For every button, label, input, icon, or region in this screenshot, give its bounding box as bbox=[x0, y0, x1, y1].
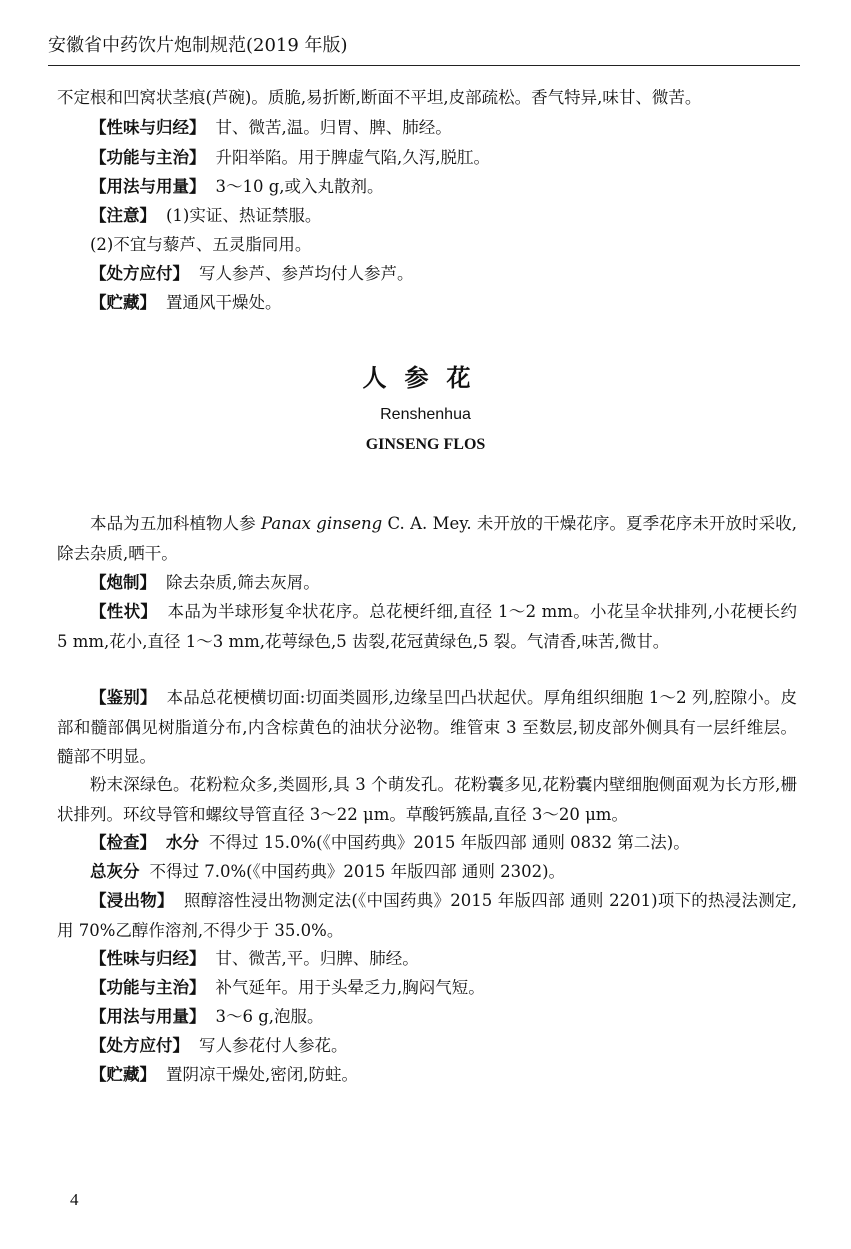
storage-para: 【贮藏】 置阴凉干燥处,密闭,防蛀。 bbox=[90, 1065, 358, 1084]
description-para: 【性状】 本品为半球形复伞状花序。总花梗纤细,直径 1～2 mm。小花呈伞状排列,小花梗长约 5 mm,花小,直径 1～3 mm,花萼绿色,5 齿裂,花冠黄绿色,5 裂。气清香,味苦,微甘。 bbox=[57, 602, 797, 651]
section-tag: 【浸出物】 bbox=[90, 891, 174, 910]
section-tag: 【贮藏】 bbox=[90, 1065, 156, 1084]
monograph-title: 人参花 bbox=[362, 364, 489, 392]
section-tag: 【炮制】 bbox=[90, 573, 156, 592]
nature-para: 【性味与归经】 甘、微苦,平。归脾、肺经。 bbox=[90, 949, 419, 968]
running-header: 安徽省中药饮片炮制规范(2019 年版) bbox=[48, 35, 348, 56]
intro-paragraph: 本品为五加科植物人参 Panax ginseng C. A. Mey. 未开放的干燥花序。夏季花序未开放时采收,除去杂质,晒干。 bbox=[57, 514, 797, 563]
page-number: 4 bbox=[70, 1190, 79, 1209]
section-tag: 【贮藏】 bbox=[90, 293, 156, 312]
section-tag: 【用法与用量】 bbox=[90, 1007, 206, 1026]
continuation-function-para: 【功能与主治】 升阳举陷。用于脾虚气陷,久泻,脱肛。 bbox=[90, 148, 490, 167]
function-para: 【功能与主治】 补气延年。用于头晕乏力,胸闷气短。 bbox=[90, 978, 485, 997]
section-tag: 【用法与用量】 bbox=[90, 177, 206, 196]
section-tag: 【性味与归经】 bbox=[90, 118, 206, 137]
section-tag: 【性状】 bbox=[90, 602, 158, 621]
continuation-prescription-para: 【处方应付】 写人参芦、参芦均付人参芦。 bbox=[90, 264, 414, 283]
section-tag: 【处方应付】 bbox=[90, 264, 189, 283]
header-divider bbox=[48, 65, 800, 66]
inspection-para: 【检查】 水分 不得过 15.0%(《中国药典》2015 年版四部 通则 0832 第二法)。 bbox=[90, 833, 690, 852]
section-tag: 【性味与归经】 bbox=[90, 949, 206, 968]
continuation-text: 不定根和凹窝状茎痕(芦碗)。质脆,易折断,断面不平坦,皮部疏松。香气特异,味甘、微苦。 bbox=[57, 88, 702, 107]
continuation-caution-para: 【注意】 (1)实证、热证禁服。 bbox=[90, 206, 322, 225]
prescription-para: 【处方应付】 写人参花付人参花。 bbox=[90, 1036, 348, 1055]
monograph-pinyin: Renshenhua bbox=[380, 406, 471, 423]
processing-para: 【炮制】 除去杂质,筛去灰屑。 bbox=[90, 573, 320, 592]
ash-para: 总灰分 不得过 7.0%(《中国药典》2015 年版四部 通则 2302)。 bbox=[90, 862, 566, 881]
extract-para: 【浸出物】 照醇溶性浸出物测定法(《中国药典》2015 年版四部 通则 2201)项下的热浸法测定,用 70%乙醇作溶剂,不得少于 35.0%。 bbox=[57, 891, 798, 940]
continuation-storage-para: 【贮藏】 置通风干燥处。 bbox=[90, 293, 282, 312]
subsection-label: 总灰分 bbox=[90, 862, 140, 881]
section-tag: 【注意】 bbox=[90, 206, 156, 225]
section-tag: 【鉴别】 bbox=[90, 688, 157, 707]
continuation-caution-2: (2)不宜与藜芦、五灵脂同用。 bbox=[90, 235, 312, 254]
usage-para: 【用法与用量】 3～6 g,泡服。 bbox=[90, 1007, 324, 1026]
continuation-usage-para: 【用法与用量】 3～10 g,或入丸散剂。 bbox=[90, 177, 384, 196]
monograph-latin-name: GINSENG FLOS bbox=[365, 436, 486, 453]
subsection-label: 水分 bbox=[166, 833, 199, 852]
section-tag: 【处方应付】 bbox=[90, 1036, 189, 1055]
section-tag: 【功能与主治】 bbox=[90, 978, 206, 997]
identification-para: 【鉴别】 本品总花梗横切面:切面类圆形,边缘呈凹凸状起伏。厚角组织细胞 1～2 列,腔隙小。皮部和髓部偶见树脂道分布,内含棕黄色的油状分泌物。维管束 3 至数层,韧皮部外侧具有一层纤维层。髓部不明显。 bbox=[57, 688, 797, 766]
section-tag: 【检查】 bbox=[90, 833, 156, 852]
powder-para: 粉末深绿色。花粉粒众多,类圆形,具 3 个萌发孔。花粉囊多见,花粉囊内壁细胞侧面观为长方形,栅状排列。环纹导管和螺纹导管直径 3～22 μm。草酸钙簇晶,直径 3～20 μm。 bbox=[57, 775, 797, 824]
continuation-nature-para: 【性味与归经】 甘、微苦,温。归胃、脾、肺经。 bbox=[90, 118, 452, 137]
section-tag: 【功能与主治】 bbox=[90, 148, 206, 167]
species-name: Panax ginseng bbox=[261, 514, 383, 533]
